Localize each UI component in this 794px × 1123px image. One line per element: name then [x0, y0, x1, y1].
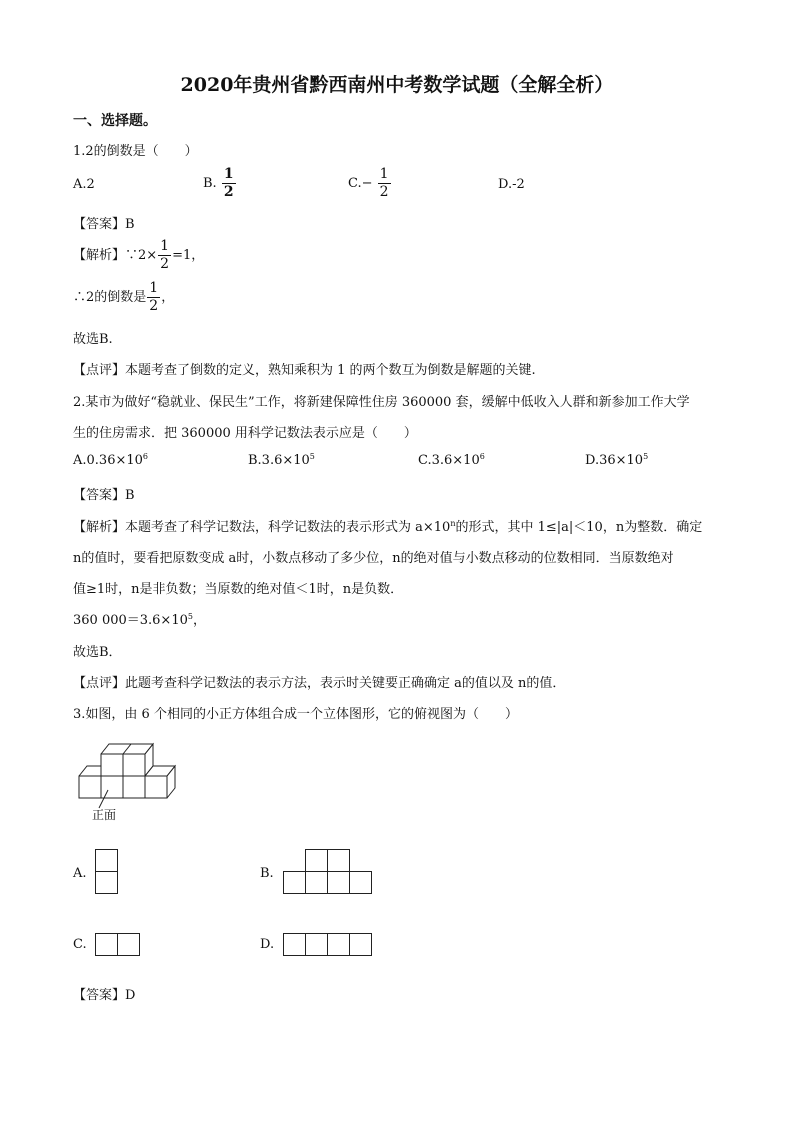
q3-option-d-figure: [283, 933, 373, 957]
cube-side-face: [167, 766, 175, 798]
cube-front-face: [123, 776, 145, 798]
q1-option-d: D.-2: [498, 177, 525, 192]
q2-option-b-text: B.3.6×10: [248, 453, 310, 468]
q3-option-d-label: D.: [260, 937, 275, 952]
q3-front-label: 正面: [92, 808, 117, 822]
q2-option-b-exponent: 5: [309, 452, 315, 461]
q1-choose: 故选B.: [73, 332, 113, 347]
q2-comment: 【点评】此题考查科学记数法的表示方法，表示时关键要正确确定 a的值以及 n的值．: [73, 676, 566, 691]
cube-front-face: [101, 754, 123, 776]
q2-stem-line2: 生的住房需求．把 360000 用科学记数法表示应是（ ）: [73, 426, 417, 441]
q1-therefore-fraction: [147, 280, 160, 315]
q2-option-a-exponent: 6: [142, 452, 148, 461]
q2-option-b: [248, 453, 315, 468]
q2-option-c: [418, 453, 485, 468]
q2-calc-text: 360 000＝3.6×10: [73, 613, 188, 628]
fraction-denominator: 2: [149, 298, 159, 314]
q2-option-d-text: D.36×10: [585, 453, 644, 468]
fraction-denominator: 2: [379, 184, 389, 200]
q1-option-c: [348, 166, 392, 201]
q3-option-b-label: B.: [260, 866, 274, 881]
grid-square: [96, 934, 118, 956]
q2-answer: 【答案】B: [73, 488, 135, 503]
cube-front-face: [101, 776, 123, 798]
cube-front-face: [123, 754, 145, 776]
q3-option-b-figure: [283, 849, 373, 895]
q2-option-d-exponent: 5: [643, 452, 649, 461]
grid-square: [350, 934, 372, 956]
grid-square: [328, 872, 350, 894]
cube-top-face: [79, 766, 101, 776]
grid-square: [96, 850, 118, 872]
q1-analysis-suffix: =1，: [172, 248, 205, 263]
fraction-denominator: 2: [160, 256, 170, 272]
q2-calc: [73, 609, 206, 628]
q2-choose: 故选B．: [73, 645, 122, 660]
q1-comment: 【点评】本题考查了倒数的定义，熟知乘积为 1 的两个数互为倒数是解题的关键.: [73, 363, 536, 378]
fraction-numerator: 1: [149, 280, 159, 296]
q3-stem: 3.如图，由 6 个相同的小正方体组合成一个立体图形，它的俯视图为（ ）: [73, 707, 518, 722]
fraction-numerator: 1: [223, 166, 234, 182]
q1-therefore-prefix: ∴2的倒数是: [73, 290, 147, 305]
q2-option-d: [585, 453, 648, 468]
q2-analysis-line1: [73, 516, 702, 535]
q2-calc-suffix: ，: [192, 613, 206, 628]
fraction-numerator: 1: [160, 238, 170, 254]
q3-option-a-figure: [95, 849, 119, 895]
fraction-denominator: 2: [223, 184, 234, 200]
q2-analysis-line2: n的值时，要看把原数变成 a时，小数点移动了多少位，n的绝对值与小数点移动的位数相同．当原数绝对: [73, 551, 674, 566]
q2-analysis-line1-b: 的形式，其中 1≤|a|＜10，n为整数．确定: [455, 520, 703, 535]
grid-square: [96, 872, 118, 894]
q2-calc-exponent: 5: [187, 612, 193, 621]
q1-option-b-prefix: B.: [203, 176, 217, 191]
q1-analysis: [73, 238, 204, 273]
q3-answer: 【答案】D: [73, 988, 136, 1003]
q2-option-c-exponent: 6: [479, 452, 485, 461]
q1-option-c-fraction: [378, 166, 391, 201]
grid-square: [328, 850, 350, 872]
grid-square: [306, 934, 328, 956]
q1-therefore-suffix: ，: [161, 290, 175, 305]
fraction-numerator: 1: [379, 166, 389, 182]
q1-stem: 1.2的倒数是（ ）: [73, 144, 198, 159]
q3-cube-figure: [78, 742, 178, 804]
q1-analysis-prefix: 【解析】∵2×: [73, 248, 158, 263]
q2-option-a-text: A.0.36×10: [73, 453, 143, 468]
grid-square: [306, 850, 328, 872]
grid-square: [284, 934, 306, 956]
q2-option-a: [73, 453, 148, 468]
cube-top-face: [131, 744, 153, 754]
grid-square: [284, 872, 306, 894]
q2-analysis-line3: 值≥1时，n是非负数；当原数的绝对值＜1时，n是负数．: [73, 582, 404, 597]
cube-front-face: [145, 776, 167, 798]
q2-option-c-text: C.3.6×10: [418, 453, 480, 468]
q3-option-a-label: A.: [73, 866, 87, 881]
q3-option-c-figure: [95, 933, 141, 957]
q2-analysis-exponent: n: [450, 519, 456, 528]
q1-analysis-fraction: [158, 238, 171, 273]
grid-square: [306, 872, 328, 894]
q1-option-a: A.2: [73, 177, 95, 192]
q2-stem-line1: 2.某市为做好“稳就业、保民生”工作，将新建保障性住房 360000 套，缓解中低收入人群和新参加工作大学: [73, 395, 690, 410]
q1-therefore: [73, 280, 174, 315]
section-heading: 一、选择题。: [73, 113, 157, 129]
q1-option-b-fraction: [222, 166, 236, 201]
page-title: 2020年贵州省黔西南州中考数学试题（全解全析）: [180, 74, 614, 96]
grid-square: [328, 934, 350, 956]
q2-analysis-line1-a: 【解析】本题考查了科学记数法，科学记数法的表示形式为 a×10: [73, 520, 451, 535]
cube-front-face: [79, 776, 101, 798]
q1-option-c-prefix: C.−: [348, 176, 373, 191]
q1-answer: 【答案】B: [73, 217, 135, 232]
grid-square: [350, 872, 372, 894]
q3-option-c-label: C.: [73, 937, 87, 952]
grid-square: [118, 934, 140, 956]
q1-option-b: [203, 166, 237, 201]
cube-top-face: [101, 744, 131, 754]
